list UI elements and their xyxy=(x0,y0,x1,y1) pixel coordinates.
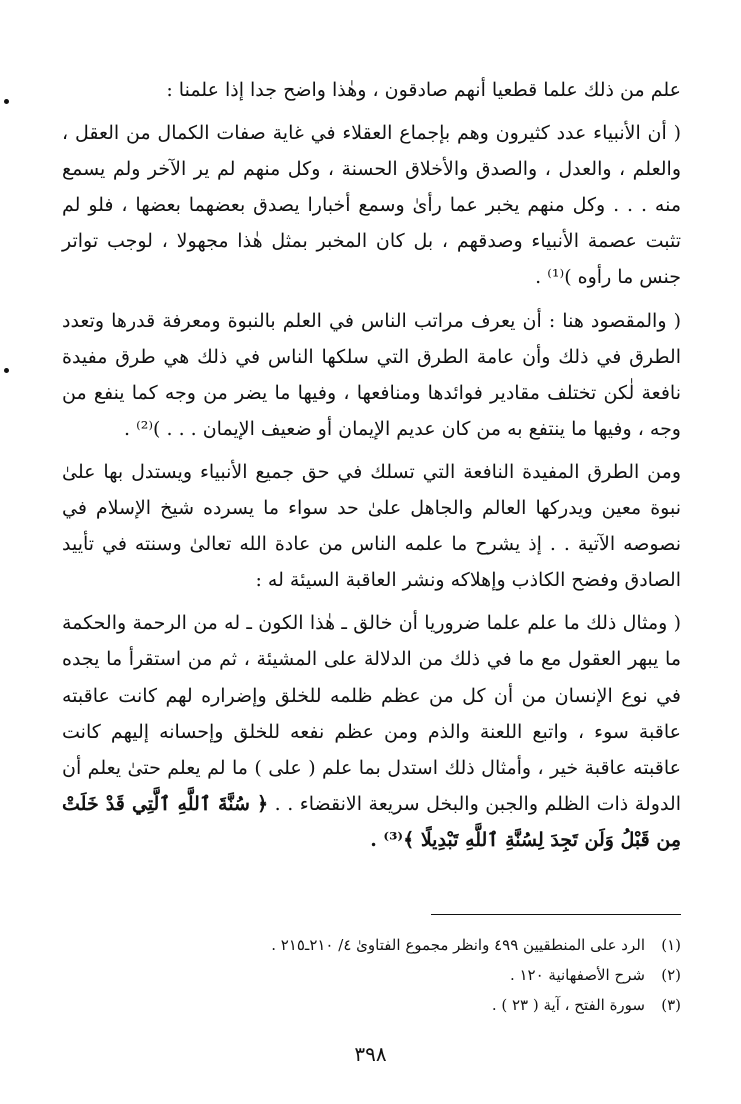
footnote-number: (٣) xyxy=(661,996,681,1014)
footnote-number: (١) xyxy=(661,936,681,954)
paragraph-text: ومن الطرق المفيدة النافعة التي تسلك في حق جميع الأنبياء ويستدل بها علىٰ نبوة معين ويدركها العالم والجاهل علىٰ حد سواء ما يسرده شيخ الإسلام في نصوصه الآتية . . إذ يشرح ما علمه الناس من عادة الله تعالىٰ وسنته في تأييد الصادق وفضح الكاذب وإهلاكه ونشر العاقبة السيئة له : xyxy=(62,460,681,592)
footnotes xyxy=(62,930,681,1020)
paragraph-intro xyxy=(62,72,681,108)
paragraph-text: علم من ذلك علما قطعيا أنهم صادقون ، وهٰذا واضح جدا إذا علمنا : xyxy=(166,79,681,101)
footnote-number: (٢) xyxy=(661,966,681,984)
page-number: ٣٩٨ xyxy=(354,1042,387,1066)
footnote-separator xyxy=(431,914,681,915)
paragraph-text: ( أن الأنبياء عدد كثيرون وهم بإجماع العقلاء في غاية صفات الكمال من العقل ، والعلم ، والعدل ، والصدق والأخلاق الحسنة ، وكل منهم لم ير الآخر ولم يسمع منه . . . وكل منهم يخبر عما رأىٰ وسمع أخبارا يصدق بعضهما بعضها ، فلو لم تثبت عصمة الأنبياء وصدقهم ، بل كان المخبر بمثل هٰذا مجهولا ، لوجب تواتر جنس ما رأوه )⁽¹⁾ . xyxy=(62,122,681,289)
paragraph-text: ( ومثال ذلك ما علم علما ضروريا أن خالق ـ هٰذا الكون ـ له من الرحمة والحكمة ما يبهر العقول مع ما في ذلك من الدلالة على المشيئة ، ثم من استقرأ ما يجده في نوع الإنسان من أن كل من عظم ظلمه للخلق وإضراره لهم كانت عاقبته عاقبة سوء ، واتبع اللعنة والذم ومن عظم نفعه للخلق وإحسانه إليهم كانت عاقبته عاقبة خير ، وأمثال ذلك استدل بما علم ( على ) ما لم يعلم حتىٰ يعلم أن الدولة ذات الظلم والجبن والبخل سريعة الانقضاء . . xyxy=(62,612,681,815)
paragraph-text: ( والمقصود هنا : أن يعرف مراتب الناس في العلم بالنبوة ومعرفة قدرها وتعدد الطرق في ذلك وأن عامة الطرق التي سلكها الناس في ذلك هي طرق مفيدة نافعة لٰكن تختلف مقادير فوائدها ومنافعها ، وفيها ما يضر من وجه كما ينفع من وجه ، وفيها ما ينتفع به من كان عديم الإيمان أو ضعيف الإيمان . . . )⁽²⁾ . xyxy=(62,309,681,440)
footnote-2 xyxy=(62,960,681,990)
quran-verse: ﴿ سُنَّةَ ٱللَّهِ ٱلَّتِي قَدْ خَلَتْ مِن قَبْلُ وَلَن تَجِدَ لِسُنَّةِ ٱللَّهِ تَبْدِيلًا ﴾⁽³⁾ . xyxy=(62,792,681,851)
footnote-text: شرح الأصفهانية ١٢٠ . xyxy=(509,966,645,984)
margin-dot-top xyxy=(4,99,9,104)
footnote-3 xyxy=(62,990,681,1020)
footnote-text: الرد على المنطقيين ٤٩٩ وانظر مجموع الفتاوىٰ ٤/ ٢١٠ـ٢١٥ . xyxy=(271,936,645,954)
paragraph-quote-example xyxy=(62,605,681,858)
footnote-1 xyxy=(62,930,681,960)
footnote-text: سورة الفتح ، آية ( ٢٣ ) . xyxy=(491,996,645,1014)
paragraph-quote-prophets xyxy=(62,115,681,295)
paragraph-methods xyxy=(62,454,681,598)
main-text xyxy=(62,72,681,858)
margin-dot-middle xyxy=(4,368,9,373)
paragraph-quote-purpose xyxy=(62,303,681,447)
